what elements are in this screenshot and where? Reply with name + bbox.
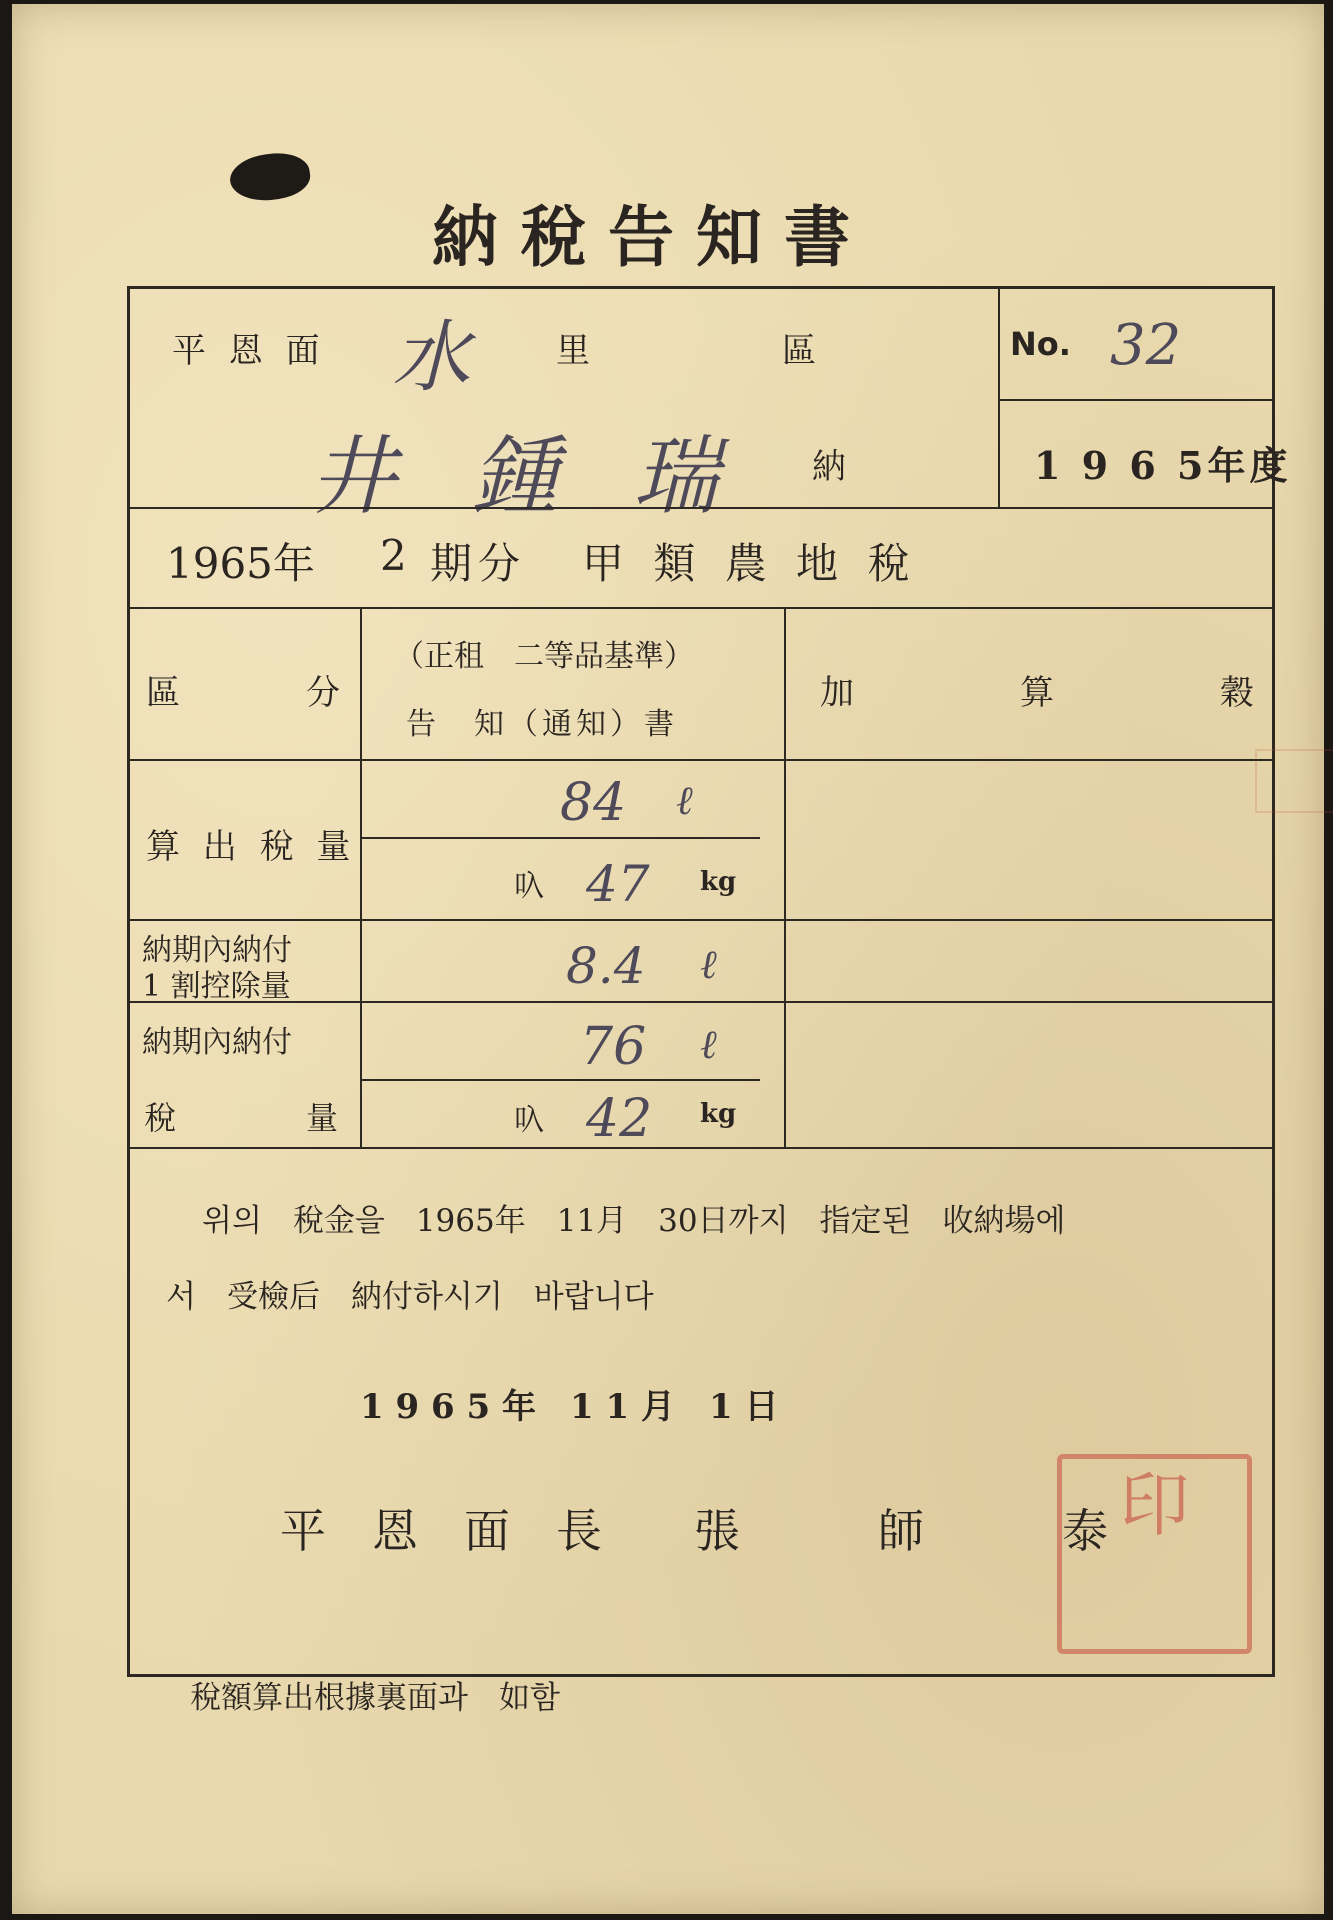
period-bottom-line xyxy=(130,607,1272,609)
computed-tax-weight: 47 xyxy=(586,855,650,913)
tax-type: 甲 類 農 地 稅 xyxy=(582,539,918,588)
deduction-bottom-line xyxy=(130,1001,1272,1003)
tax-notice-sheet xyxy=(12,4,1324,1914)
period-number: 2 xyxy=(380,531,407,580)
col-surcharge: 加 算 穀 xyxy=(820,673,1260,713)
no-label: No. xyxy=(1010,325,1071,363)
deduction-label-line2: 1 割控除量 xyxy=(142,969,291,1004)
official-seal xyxy=(1057,1454,1252,1654)
deduction-amount-unit: ℓ xyxy=(700,942,717,988)
issuer-name: 平 恩 面 長 張 師 泰 xyxy=(280,1504,1108,1558)
payable-weight: 42 xyxy=(586,1089,653,1149)
ri-label: 里 xyxy=(556,331,596,371)
payable-amount-unit: ℓ xyxy=(700,1022,717,1068)
township-label: 平 恩 面 xyxy=(172,331,326,371)
issue-date: 1 9 6 5 年 1 1 月 1 日 xyxy=(360,1387,779,1427)
payable-label-line2b: 量 xyxy=(306,1099,339,1137)
document-title: 納稅告知書 xyxy=(432,198,872,276)
computed-tax-label: 算 出 稅 量 xyxy=(146,827,357,867)
no-divider xyxy=(998,399,1272,401)
header-bottom-line xyxy=(130,507,1272,509)
payer-name-handwritten: 井 鍾 瑞 xyxy=(310,427,743,527)
computed-tax-amount: 84 xyxy=(560,773,627,833)
table-col-line-2 xyxy=(784,607,786,1147)
punch-hole xyxy=(227,149,313,206)
table-col-line-1 xyxy=(360,607,362,1147)
computed-split-line xyxy=(360,837,760,839)
col-standard-line1: （正租 二等品基準） xyxy=(394,639,694,674)
payable-label-line1: 納期內納付 xyxy=(142,1025,292,1060)
computed-bottom-line xyxy=(130,919,1272,921)
col-category: 區 分 xyxy=(146,673,346,713)
period-unit: 期分 xyxy=(430,539,527,588)
fiscal-year: 1 9 6 5年度 xyxy=(1034,443,1292,488)
computed-tax-amount-unit: ℓ xyxy=(676,778,693,824)
payer-suffix: 納 xyxy=(812,447,852,487)
payable-weight-unit: kg xyxy=(700,1099,737,1129)
col-standard-line2: 告 知（通知）書 xyxy=(406,707,678,742)
period-year: 1965年 xyxy=(166,539,315,588)
payable-weight-prefix: 叺 xyxy=(514,1103,544,1138)
deduction-amount: 8.4 xyxy=(566,937,646,995)
payable-label-line2a: 稅 xyxy=(144,1099,177,1137)
computed-tax-weight-unit: kg xyxy=(700,867,737,897)
footer-note: 稅額算出根據裏面과 如함 xyxy=(190,1680,560,1716)
no-value-handwritten: 32 xyxy=(1110,313,1182,378)
table-head-line xyxy=(130,759,1272,761)
table-bottom-line xyxy=(130,1147,1272,1149)
deduction-label-line1: 納期內納付 xyxy=(142,933,292,968)
notice-line-2: 서 受檢后 納付하시기 바랍니다 xyxy=(166,1279,654,1315)
notice-line-1: 위의 稅金을 1965年 11月 30日까지 指定된 收納場에 xyxy=(202,1203,1066,1239)
district-label: 區 xyxy=(782,331,822,371)
payable-split-line xyxy=(360,1079,760,1081)
seal-text: 印 xyxy=(1119,1464,1190,1546)
village-handwritten: 水 xyxy=(392,313,471,403)
payable-amount: 76 xyxy=(580,1017,647,1077)
faded-stamp-mark xyxy=(1255,749,1333,813)
header-divider xyxy=(998,289,1000,507)
computed-tax-weight-prefix: 叺 xyxy=(514,869,544,904)
